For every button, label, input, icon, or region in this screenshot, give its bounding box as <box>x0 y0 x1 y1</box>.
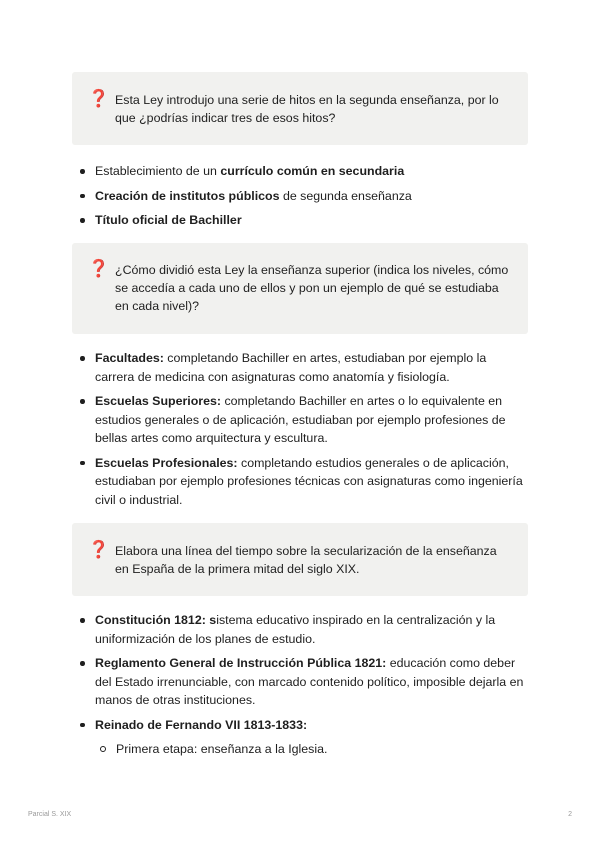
question-callout-3 <box>72 523 528 596</box>
list-item: Título oficial de Bachiller <box>76 211 528 230</box>
list-item: Escuelas Profesionales: completando estudios generales o de aplicación, estudiaban por ejemplo profesiones técnicas con asignaturas como ingeniería civil o industrial. <box>76 454 528 510</box>
list-item: Reinado de Fernando VII 1813-1833: Primera etapa: enseñanza a la Iglesia. <box>76 716 528 759</box>
question-text: Elabora una línea del tiempo sobre la secularización de la enseñanza en España de la primera mitad del siglo XIX. <box>115 544 497 576</box>
list-item: Establecimiento de un currículo común en secundaria <box>76 162 528 181</box>
list-item: Creación de institutos públicos de segunda enseñanza <box>76 187 528 206</box>
list-item: Reglamento General de Instrucción Pública 1821: educación como deber del Estado irrenunciable, con marcado contenido político, imposible dejarla en manos de otras instituciones. <box>76 654 528 710</box>
question-callout-1 <box>72 72 528 145</box>
list-item: Facultades: completando Bachiller en artes, estudiaban por ejemplo la carrera de medicina con asignaturas como anatomía y fisiología. <box>76 349 528 386</box>
footer-title: Parcial S. XIX <box>28 811 72 818</box>
answer-list-2 <box>76 349 528 509</box>
page-number: 2 <box>568 811 572 818</box>
answer-list-1 <box>76 162 528 230</box>
sub-list <box>95 740 528 759</box>
sub-list-item: Primera etapa: enseñanza a la Iglesia. <box>95 740 528 759</box>
question-mark-icon: ❓ <box>88 259 110 278</box>
answer-list-3 <box>76 611 528 759</box>
question-mark-icon: ❓ <box>88 89 110 108</box>
list-item: Escuelas Superiores: completando Bachiller en artes o lo equivalente en estudios generales o de aplicación, estudiaban por ejemplo profesiones de bellas artes como arquitectura y escultura. <box>76 392 528 448</box>
question-callout-2 <box>72 243 528 334</box>
question-mark-icon: ❓ <box>88 540 110 559</box>
question-text: ¿Cómo dividió esta Ley la enseñanza superior (indica los niveles, cómo se accedía a cada uno de ellos y pon un ejemplo de qué se estudiaba en cada nivel)? <box>115 263 509 313</box>
list-item: Constitución 1812: sistema educativo inspirado en la centralización y la uniformización de los planes de estudio. <box>76 611 528 648</box>
question-text: Esta Ley introdujo una serie de hitos en la segunda enseñanza, por lo que ¿podrías indicar tres de esos hitos? <box>115 93 499 125</box>
